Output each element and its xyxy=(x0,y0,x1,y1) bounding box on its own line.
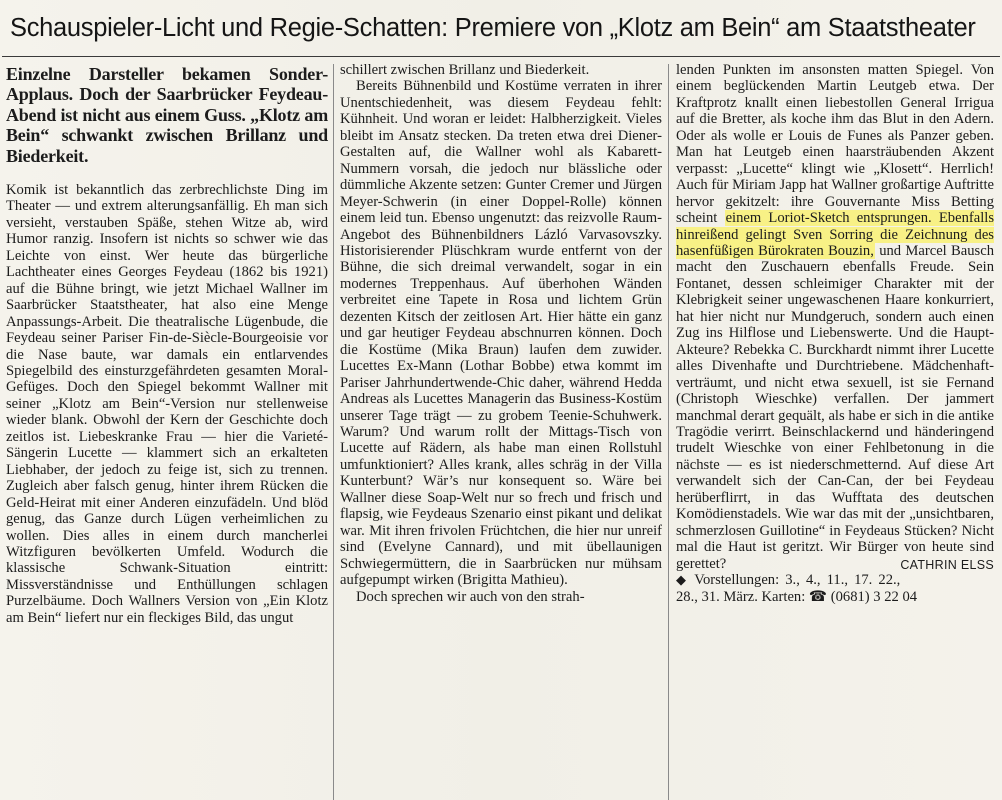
paragraph-text: lenden Punkten im ansonsten matten Spiegel. Von einem beglückenden Martin Leutgeb etwa. Der Kraftprotz knallt einen liebestollen General Irrigua auf die Bretter, als koche ihm das Blut in den Adern. Oder als wolle er Louis de Funes als Panzer geben. Man hat Leutgeb einen haarsträubenden Akzent verpasst: „Lucette“ klingt wie „Klosett“. Herrlich! Auch für Miriam Japp hat Wallner großartige Auftritte hervor gekitzelt: ihre Gouvernante Miss Betting scheint xyxy=(676,62,994,227)
article-paragraph xyxy=(676,62,994,572)
article-paragraph: schillert zwischen Brillanz und Biederkeit. xyxy=(340,62,590,78)
article-column-3 xyxy=(676,62,994,800)
article-column-1 xyxy=(6,62,328,800)
performance-info-text: Vorstellungen: 3., 4., 11., 17. 22., 28., 31. März. Karten: ☎ (0681) 3 22 04 xyxy=(676,572,918,605)
column-rule xyxy=(668,64,669,800)
paragraph-text: und Marcel Bausch macht den Zuschauern ebenfalls Freude. Sein Fontanet, dessen schleimiger Charakter mit der Klebrigkeit seiner ungewaschenen Haare konkurriert, hat hier nicht nur Mundgeruch, sondern auch einen Zug ins Hilflose und Liebenswerte. Und die Haupt-Akteure? Rebekka C. Burckhardt nimmt ihrer Lucette alles Divenhafte und Durchtriebene. Mädchenhaft-verträumt, und nicht etwa sexuell, ist sie Fernand (Christoph Wieschke) verfallen. Der jammert manchmal derart gequält, als habe er sich in die antike Tragödie verirrt. Beinschlackernd und händeringend trudelt Wieschke von einer Fehlbetonung in die nächste — es ist niederschmetternd. Auf diese Art verwandelt sich der Can-Can, der bei Feydeau herüberflirrt, in das Wufftata des deutschen Komödienstadels. Wie war das mit der „unsichtbaren, schmerzlosen Guillotine“ in Feydeaus Stücken? Nicht mal die Haut ist geritzt. Wir Bürger von heute sind gerettet? xyxy=(676,242,994,572)
article-lead: Einzelne Darsteller bekamen Sonder-Applaus. Doch der Saarbrücker Feydeau-Abend ist nicht aus einem Guss. „Klotz am Bein“ schwankt zwischen Brillanz und Biederkeit. xyxy=(6,64,328,166)
article-paragraph: Bereits Bühnenbild und Kostüme verraten in ihrer Unentschiedenheit, was diesem Feydeau fehlt: Kühnheit. Und woran er leidet: Halbherzigkeit. Vieles bleibt im Ansatz stecken. Da treten etwa drei Diener-Gestalten auf, die Wallner wohl als Kabarett-Nummern vorsah, die jedoch nur blässliche oder dümmliche Akzente setzen: Gunter Cremer und Jürgen Meyer-Schwerin (in einer Doppel-Rolle) können einem leid tun. Ebenso ungenutzt: das reizvolle Raum-Angebot des Bühnenbildners Lázló Varvasovszky. Historisierender Plüschkram wurde entfernt von der Bühne, die sich dreimal verwandelt, sogar in ein modernes Treppenhaus. Auf überhohen Wänden verbreitet eine Tapete in Rosa und lichtem Grün dezenten Kitsch der zeitlosen Art. Hier hätte ein ganz und gar heutiger Feydeau abschnurren können. Doch die Kostüme (Mika Braun) laufen dem zuwider. Lucettes Ex-Mann (Lothar Bobbe) etwa kommt im Pariser Jahrhundertwende-Chic daher, während Hedda Andreas als Lucettes Managerin das Business-Kostüm unserer Tage trägt — zu grobem Teenie-Schuhwerk. Warum? Und warum rollt der Mittags-Tisch von Lucette auf Rädern, als habe man einen Rollstuhl umfunktioniert? Alles krank, alles schräg in der Villa Kunterbunt? Wär’s nur konsequent so. Wäre bei Wallner diese Soap-Welt nur so frech und frisch und flapsig, wie Feydeaus Szenario einst pikant und delikat war. Mit ihren frivolen Früchtchen, die hier nur unreif sind (Evelyne Cannard), und mit übellaunigen Schwiegermüttern, die in Saarbrücken nur mühsam aufgepumpt wirken (Brigitta Mathieu). xyxy=(340,78,662,589)
author-byline: CATHRIN ELSS xyxy=(900,557,994,572)
article-headline: Schauspieler-Licht und Regie-Schatten: Premiere von „Klotz am Bein“ am Staatstheater xyxy=(10,14,976,42)
diamond-icon: ◆ xyxy=(676,572,689,588)
article-paragraph: Komik ist bekanntlich das zerbrechlichste Ding im Theater — und extrem alterungsanfällig. Eh man sich versieht, verstauben Späße, stehen Witze ab, wird Humor ranzig. Insofern ist nichts so schwer wie das Leichte von einst. Wer heute das bürgerliche Lachtheater eines Georges Feydeau (1862 bis 1921) auf die Bühne bringt, wie jetzt Michael Wallner im Saarbrücker Staatstheater, hat also eine Menge Anpassungs-Arbeit. Die theatralische Lügenbude, die Feydeau seiner Pariser Fin-de-Siècle-Bourgeoisie vor die Nase baute, war damals ein entlarvendes Spiegelbild des einsturzgefährdeten gesamten Moral-Gefüges. Doch den Spiegel bekommt Wallner mit seiner „Klotz am Bein“-Version nur stellenweise wieder blank. Obwohl der Kern der Geschichte doch zeitlos ist. Liebeskranke Frau — hier die Varieté-Sängerin Lucette — klammert sich an erkalteten Liebhaber, der jedoch zu feige ist, sich zu trennen. Zugleich aber falsch genug, hinter ihrem Rücken die Geld-Heirat mit einer Anderen einzufädeln. Und blöd genug, das Ganze durch Lügen verheimlichen zu wollen. Dies alles in einem durch mancherlei Witzfiguren bevölkerten Umfeld. Wodurch die klassische Schwank-Situation eintritt: Missverständnisse und Enthüllungen schlagen Purzelbäume. Doch Wallners Version von „Ein Klotz am Bein“ liefert nur ein fleckiges Bild, das ungut xyxy=(6,182,328,626)
article-paragraph: Doch sprechen wir auch von den strah- xyxy=(356,588,585,605)
column-rule xyxy=(333,64,334,800)
highlighted-text: einem Loriot-Sketch entsprungen. Ebenfalls hinreißend gelingt Sven Sorring die Zeichnung des hasenfüßigen Bürokraten Bouzin, xyxy=(676,210,994,259)
headline-rule xyxy=(2,56,1000,57)
performance-info xyxy=(676,572,994,605)
article-column-2 xyxy=(340,62,662,800)
